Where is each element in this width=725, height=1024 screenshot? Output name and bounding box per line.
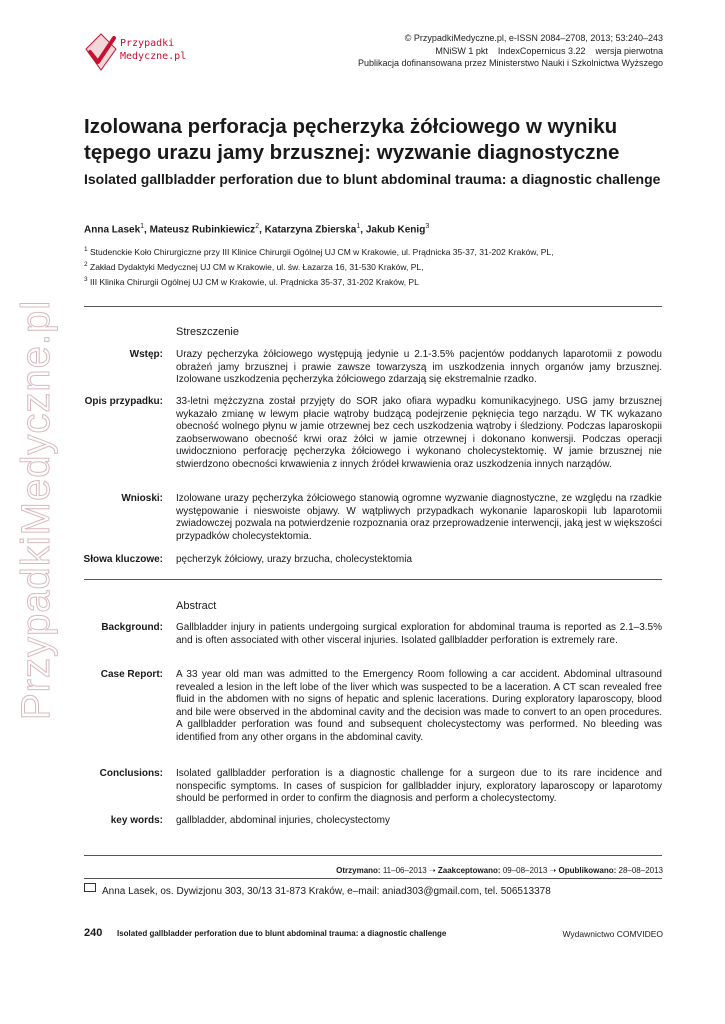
affiliation-sup: 2 bbox=[84, 261, 88, 268]
divider bbox=[84, 306, 662, 307]
abstract-heading: Abstract bbox=[176, 600, 217, 612]
correspondence bbox=[84, 885, 551, 897]
wnioski-label: Wnioski: bbox=[121, 493, 163, 504]
author-name: Mateusz Rubinkiewicz bbox=[149, 224, 256, 236]
wstep-text: Urazy pęcherzyka żółciowego występują jedynie u 2.1-3.5% pacjentów poddanych laparotomii z powodu obrażeń jamy brzusznej i prawie zawsze towarzyszą im uszkodzenia innych organów jamy brzusznej. Izolowane uszkodzenia pęcherzyka żółciowego zdarzają się ekstremalnie rzadko. bbox=[176, 349, 662, 386]
journal-header-info bbox=[358, 32, 663, 70]
page-number: 240 bbox=[84, 927, 103, 939]
divider bbox=[84, 579, 662, 580]
author-sup: 1 bbox=[356, 223, 361, 230]
affiliation-sup: 3 bbox=[84, 276, 88, 283]
author-name: Anna Lasek bbox=[84, 224, 141, 236]
slowa-kluczowe-label: Słowa kluczowe: bbox=[83, 554, 163, 565]
conclusions-label: Conclusions: bbox=[99, 768, 163, 779]
affiliation bbox=[84, 274, 419, 288]
footer-publisher: Wydawnictwo COMVIDEO bbox=[562, 929, 663, 939]
article-dates bbox=[336, 866, 663, 875]
divider bbox=[84, 855, 662, 856]
arrow-icon: ➝ bbox=[428, 866, 436, 875]
author-sup: 2 bbox=[255, 223, 260, 230]
accepted-label: Zaakceptowano: bbox=[437, 866, 501, 875]
watermark: PrzypadkiMedyczne.pl bbox=[14, 299, 58, 720]
case-report-label: Case Report: bbox=[100, 669, 163, 680]
affiliation bbox=[84, 244, 553, 258]
author-sup: 3 bbox=[425, 223, 430, 230]
received-label: Otrzymano: bbox=[336, 866, 381, 875]
header-line-1: © PrzypadkiMedyczne.pl, e-ISSN 2084–2708, 2013; 53:240–243 bbox=[404, 33, 663, 43]
header-line-3: Publikacja dofinansowana przez Ministerstwo Nauki i Szkolnictwa Wyższego bbox=[357, 58, 663, 68]
published-label: Opublikowano: bbox=[558, 866, 617, 875]
opis-label: Opis przypadku: bbox=[84, 396, 163, 407]
affiliation-sup: 1 bbox=[84, 246, 88, 253]
author-list: Anna Lasek$^1$, Mateusz Rubinkiewicz$^2$, Katarzyna Zbierska$^1$, Jakub Kenig$^3$ bbox=[84, 223, 430, 236]
logo-checkmark-icon bbox=[84, 32, 118, 72]
received-date: 11–06–2013 bbox=[382, 866, 427, 875]
logo-text-line1: Przypadki bbox=[120, 38, 175, 49]
arrow-icon: ➝ bbox=[549, 866, 557, 875]
affiliation bbox=[84, 259, 424, 273]
accepted-date: 09–08–2013 bbox=[502, 866, 548, 875]
wstep-label: Wstęp: bbox=[129, 349, 163, 360]
conclusions-text: Isolated gallbladder perforation is a diagnostic challenge for a surgeon due to its rare incidence and nonspecific symptoms. In cases of suspicion for gallbladder injury, exploratory laparoscopy or laparotomy should be performed in order to confirm the diagnosis and perform a cholecystectomy. bbox=[176, 768, 662, 805]
case-report-text: A 33 year old man was admitted to the Emergency Room following a car accident. Abdominal ultrasound revealed a lesion in the left lobe of the liver which was suspected to be a laceration. A CT scan revealed free fluid in the abdomen with no signs of hepatic and splenic lacerations. During exploratory laparoscopy, blood and bile were observed in the abdominal cavity and the decision was made to convert to an open procedures. A gallbladder perforation was found and subsequent cholecystectomy was performed. No bleeding was identified from any other organs in the abdominal cavity. bbox=[176, 669, 662, 743]
correspondence-text: Anna Lasek, os. Dywizjonu 303, 30/13 31-873 Kraków, e–mail: aniad303@gmail.com, tel. 506513378 bbox=[102, 886, 551, 897]
journal-logo bbox=[84, 30, 224, 78]
envelope-icon bbox=[84, 883, 96, 892]
key-words-text: gallbladder, abdominal injuries, cholecystectomy bbox=[176, 815, 391, 826]
opis-text: 33-letni mężczyzna został przyjęty do SOR jako ofiara wypadku komunikacyjnego. USG jamy brzusznej wykazało zmianę w lewym płacie wątroby budzącą podejrzenie pęknięcia tego narządu. W TK wykazano obecność wolnego płynu w jamie otrzewnej bez cech uszkodzenia wątroby i śledziony. Podczas laparoskopii zaobserwowano obecność krwi oraz żółci w jamie otrzewnej i dokonano konwersji. Podczas operacji uwidoczniono perforację pęcherzyka żółciowego i wykonano cholecystektomię. W jamie brzusznej nie stwierdzono obecności krwawienia z innych źródeł krwawienia oraz uszkodzenia innych narządów. bbox=[176, 396, 662, 470]
published-date: 28–08–2013 bbox=[618, 866, 663, 875]
affiliation-text: Studenckie Koło Chirurgiczne przy III Klinice Chirurgii Ogólnej UJ CM w Krakowie, ul. Prądnicka 35-37, 31-202 Kraków, PL, bbox=[90, 246, 554, 257]
author-name: Katarzyna Zbierska bbox=[264, 224, 357, 236]
wnioski-text: Izolowane urazy pęcherzyka żółciowego stanowią ogromne wyzwanie diagnostyczne, ze względu na rzadkie występowanie i nieswoiste objawy. W wątpliwych przypadkach wykonanie laparoskopii lub laparotomii zwiadowczej pozwala na potwierdzenie rozpoznania oraz przeprowadzenie interwencji, jaką jest w większości przypadków cholecystektomia. bbox=[176, 493, 662, 542]
footer-title: Isolated gallbladder perforation due to blunt abdominal trauma: a diagnostic challenge bbox=[117, 929, 447, 938]
header-line-2: MNiSW 1 pkt IndexCopernicus 3.22 wersja pierwotna bbox=[435, 45, 663, 56]
slowa-kluczowe-text: pęcherzyk żółciowy, urazy brzucha, cholecystektomia bbox=[176, 554, 413, 565]
divider bbox=[84, 878, 662, 879]
background-label: Background: bbox=[101, 622, 163, 633]
author-name: Jakub Kenig bbox=[365, 224, 426, 236]
logo-text-line2: Medyczne.pl bbox=[120, 51, 187, 62]
footer-left bbox=[84, 927, 446, 939]
streszczenie-heading: Streszczenie bbox=[176, 326, 239, 338]
key-words-label: key words: bbox=[110, 815, 163, 826]
title-english: Isolated gallbladder perforation due to blunt abdominal trauma: a diagnostic challenge bbox=[84, 171, 661, 187]
affiliation-text: III Klinika Chirurgii Ogólnej UJ CM w Krakowie, ul. Prądnicka 35-37, 31-202 Kraków, PL bbox=[90, 276, 419, 287]
background-text: Gallbladder injury in patients undergoing surgical exploration for abdominal trauma is reported as 2.1–3.5% and is often associated with other visceral injuries. Isolated gallbladder perforation is extremely rare. bbox=[176, 622, 662, 646]
title-polish: Izolowana perforacja pęcherzyka żółciowego w wyniku tępego urazu jamy brzusznej: wyzwanie diagnostyczne bbox=[84, 115, 620, 164]
author-sup: 1 bbox=[140, 223, 145, 230]
affiliation-text: Zakład Dydaktyki Medycznej UJ CM w Krakowie, ul. św. Łazarza 16, 31-530 Kraków, PL, bbox=[90, 261, 424, 272]
